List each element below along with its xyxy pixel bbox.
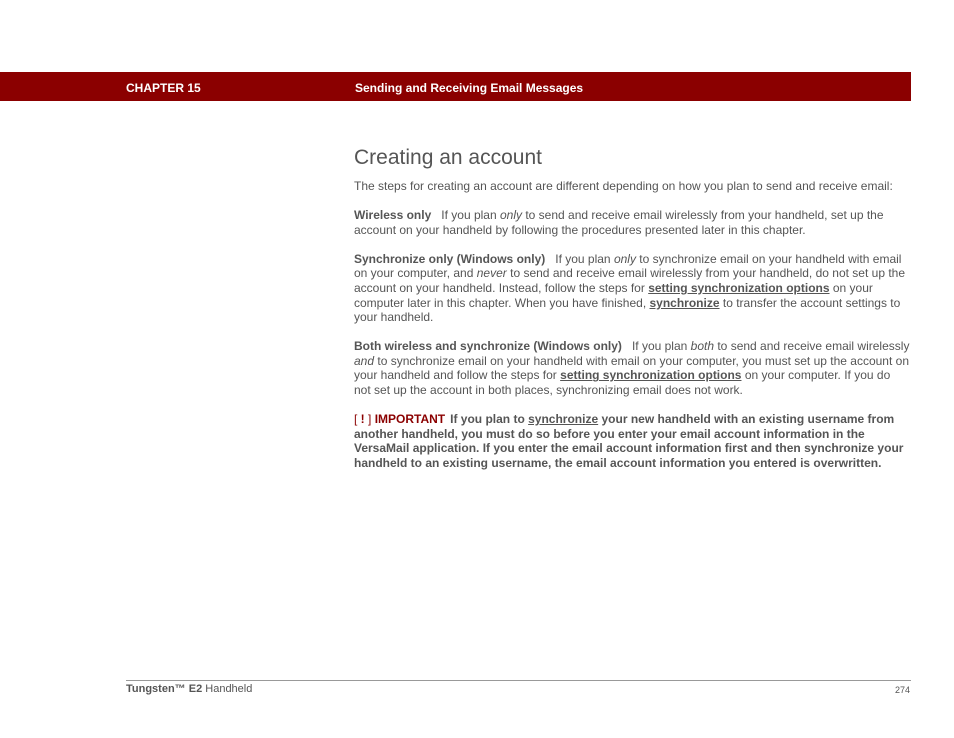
emphasis: and — [354, 353, 375, 368]
important-note — [354, 412, 910, 470]
emphasis: only — [499, 208, 522, 223]
exclamation-icon: ! — [360, 412, 365, 427]
text: on your computer later in this chapter. When you have finished, — [354, 280, 873, 310]
text: to transfer the account settings to your handheld. — [354, 295, 901, 325]
important-label — [354, 412, 445, 426]
important-text: IMPORTANT — [374, 412, 446, 427]
synchronize-only-term: Synchronize only (Windows only) — [354, 251, 546, 266]
synchronize-link[interactable]: synchronize — [649, 295, 720, 310]
synchronize-only-paragraph — [354, 252, 910, 325]
product-name: Tungsten™ E2 — [126, 683, 203, 695]
section-heading: Creating an account — [354, 146, 542, 169]
important-icon-bracket-open: [ — [354, 412, 361, 427]
text: on your computer. If you do not set up the account in both places, synchronizing email does not work. — [354, 368, 891, 398]
wireless-only-paragraph — [354, 208, 910, 237]
both-wireless-and-synchronize-term: Both wireless and synchronize (Windows only) — [354, 339, 622, 354]
text: If you plan to — [450, 412, 529, 427]
main-content — [354, 145, 910, 485]
text: to synchronize email on your handheld with email on your computer, and — [354, 251, 902, 281]
important-icon-bracket-close: ] — [364, 412, 372, 427]
synchronize-link[interactable]: synchronize — [528, 412, 599, 427]
intro-paragraph: The steps for creating an account are different depending on how you plan to send and receive email: — [354, 179, 893, 193]
text: If you plan — [631, 339, 691, 354]
footer-product-name — [126, 683, 252, 695]
setting-synchronization-options-link[interactable]: setting synchronization options — [648, 280, 830, 295]
text: to send and receive email wirelessly from your handheld, do not set up the account on your handheld. Instead, follow the steps for — [354, 266, 906, 295]
setting-synchronization-options-link[interactable]: setting synchronization options — [560, 368, 742, 383]
chapter-title: Sending and Receiving Email Messages — [355, 81, 584, 95]
text: If you plan — [441, 208, 500, 223]
emphasis: only — [613, 251, 636, 266]
emphasis: both — [690, 339, 715, 354]
chapter-number: CHAPTER 15 — [126, 81, 201, 95]
text: your new handheld with an existing username from another handheld, you must do so before you enter your email account information in the VersaMail application. If you enter the email account information first and then synchronize your handheld to an existing username, the email account information you entered is overwritten. — [354, 412, 904, 470]
text: to send and receive email wirelessly — [714, 339, 910, 354]
text: to synchronize email on your handheld with email on your computer, you must set up the account on your handheld and follow the steps for — [354, 353, 909, 383]
wireless-only-term: Wireless only — [354, 208, 432, 223]
product-suffix: Handheld — [202, 683, 253, 695]
page-number: 274 — [894, 685, 910, 695]
emphasis: never — [476, 266, 507, 281]
text: to send and receive email wirelessly from your handheld, set up the account on your handheld by following the procedures presented later in this chapter. — [354, 208, 884, 237]
text: If you plan — [555, 251, 614, 266]
both-wireless-and-synchronize-paragraph — [354, 339, 910, 397]
footer-divider — [126, 680, 911, 681]
